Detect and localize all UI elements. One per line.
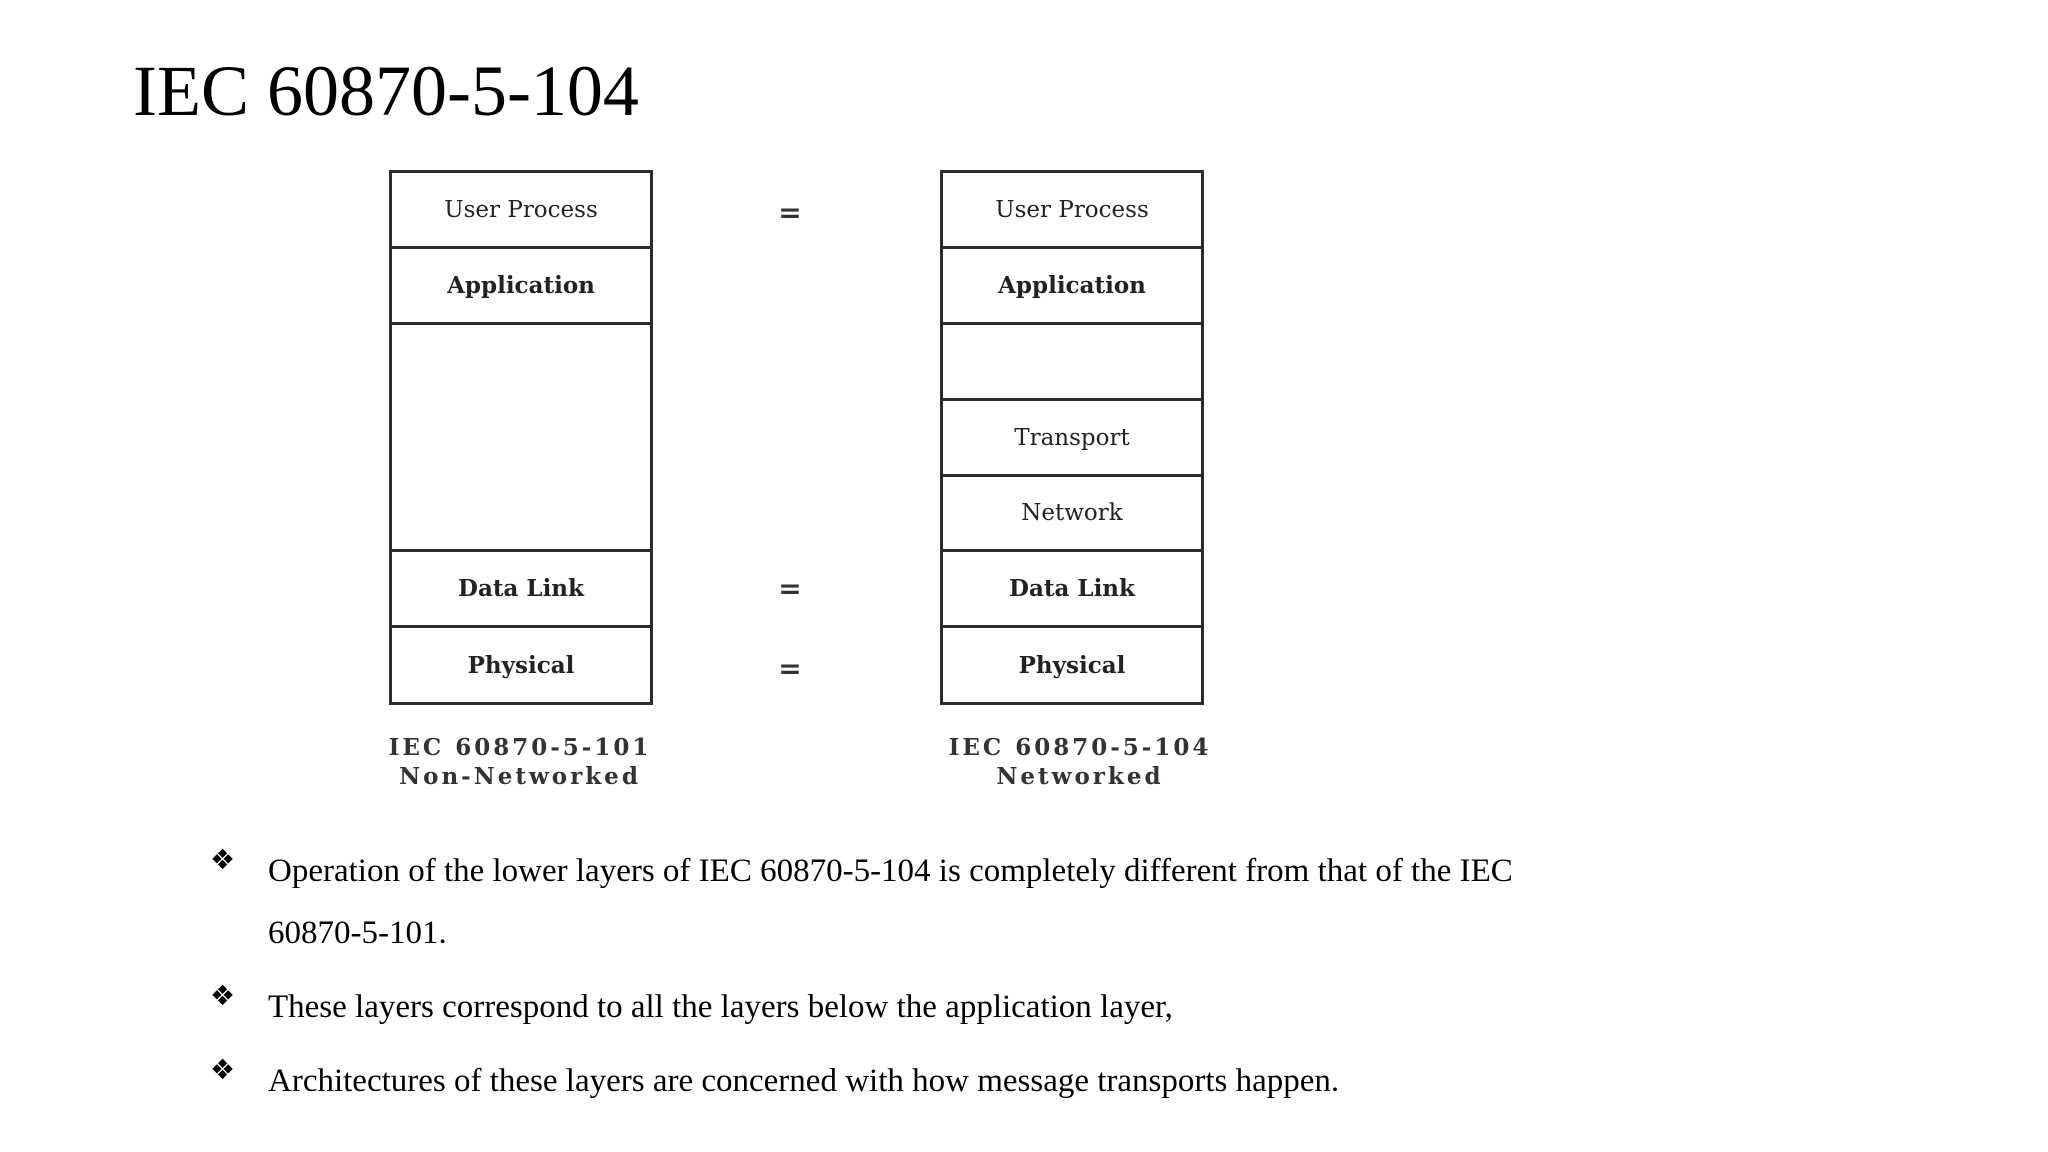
- layer-user-process: User Process: [392, 173, 650, 249]
- equals-sign-data-link: =: [778, 572, 802, 605]
- caption-type: Non-Networked: [399, 763, 641, 790]
- equals-sign-physical: =: [778, 652, 802, 685]
- iec-101-caption: [380, 733, 660, 791]
- bullet-text: These layers correspond to all the layers below the application layer,: [268, 989, 1173, 1025]
- layer-transport: Transport: [943, 401, 1201, 477]
- layer-application: Application: [943, 249, 1201, 325]
- bullet-text: Architectures of these layers are concerned with how message transports happen.: [268, 1063, 1340, 1099]
- iec-101-stack: [389, 170, 653, 705]
- bullet-item: [210, 976, 1550, 1038]
- caption-standard: IEC 60870-5-104: [948, 734, 1212, 761]
- caption-type: Networked: [996, 763, 1164, 790]
- slide-title: IEC 60870-5-104: [133, 51, 639, 131]
- bullet-item: [210, 840, 1550, 964]
- equals-sign-user-process: =: [778, 196, 802, 229]
- four-diamond-bullet-icon: ❖: [210, 979, 236, 1012]
- bullet-list: [210, 840, 1550, 1124]
- four-diamond-bullet-icon: ❖: [210, 1053, 236, 1086]
- layer-data-link: Data Link: [943, 552, 1201, 628]
- layer-application: Application: [392, 249, 650, 325]
- layer-physical: Physical: [467, 651, 575, 679]
- layer-data-link: Data Link: [392, 552, 650, 628]
- four-diamond-bullet-icon: ❖: [210, 843, 236, 876]
- iec-104-stack: [940, 170, 1204, 705]
- iec-104-caption: [940, 733, 1220, 791]
- layer-network: Network: [943, 477, 1201, 552]
- layer-physical: Physical: [1018, 651, 1126, 679]
- bullet-item: [210, 1050, 1550, 1112]
- layer-empty: [943, 325, 1201, 401]
- layer-empty: [392, 325, 650, 552]
- caption-standard: IEC 60870-5-101: [388, 734, 652, 761]
- layer-user-process: User Process: [943, 173, 1201, 249]
- bullet-text: Operation of the lower layers of IEC 60870-5-104 is completely different from that of the IEC 60870-5-101.: [268, 853, 1513, 951]
